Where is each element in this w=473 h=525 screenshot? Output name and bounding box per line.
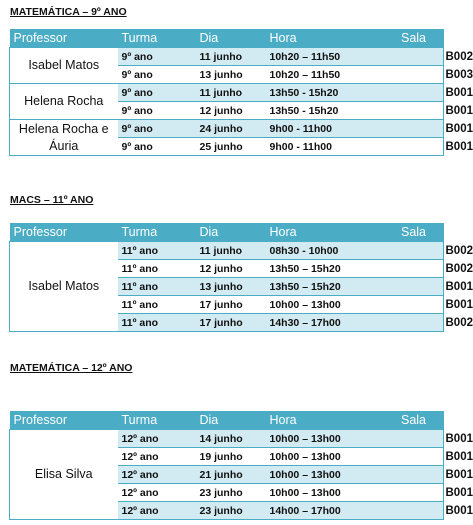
table-row (10, 84, 444, 102)
dia-cell: 12 junho (196, 102, 266, 120)
professor-cell: Isabel Matos (10, 48, 118, 84)
col-header-sala: Sala (384, 411, 444, 430)
table-row (10, 242, 444, 260)
dia-cell: 12 junho (196, 260, 266, 278)
col-header-professor: Professor (10, 223, 118, 242)
sala-cell: B001 (384, 102, 444, 120)
turma-cell: 12º ano (118, 502, 196, 520)
col-header-hora: Hora (266, 29, 384, 48)
turma-cell: 11º ano (118, 314, 196, 332)
turma-cell: 12º ano (118, 430, 196, 448)
turma-cell: 12º ano (118, 466, 196, 484)
sala-cell: B001 (384, 296, 444, 314)
col-header-hora: Hora (266, 223, 384, 242)
hora-cell: 13h50 - 15h20 (266, 102, 384, 120)
professor-cell: Elisa Silva (10, 430, 118, 520)
hora-cell: 08h30 - 10h00 (266, 242, 384, 260)
dia-cell: 21 junho (196, 466, 266, 484)
table-header-row (10, 29, 444, 48)
turma-cell: 11º ano (118, 296, 196, 314)
dia-cell: 11 junho (196, 242, 266, 260)
sala-cell: B001 (384, 430, 444, 448)
col-header-turma: Turma (118, 223, 196, 242)
dia-cell: 24 junho (196, 120, 266, 138)
dia-cell: 25 junho (196, 138, 266, 156)
hora-cell: 13h50 – 15h20 (266, 260, 384, 278)
hora-cell: 10h00 – 13h00 (266, 484, 384, 502)
section-title-mat12: MATEMÁTICA – 12º ANO (10, 362, 133, 374)
sala-cell: B001 (384, 120, 444, 138)
dia-cell: 13 junho (196, 66, 266, 84)
col-header-dia: Dia (196, 223, 266, 242)
hora-cell: 14h30 – 17h00 (266, 314, 384, 332)
dia-cell: 11 junho (196, 48, 266, 66)
sala-cell: B001 (384, 138, 444, 156)
turma-cell: 11º ano (118, 260, 196, 278)
dia-cell: 17 junho (196, 296, 266, 314)
turma-cell: 12º ano (118, 484, 196, 502)
sala-cell: B002 (384, 242, 444, 260)
dia-cell: 17 junho (196, 314, 266, 332)
hora-cell: 10h00 – 13h00 (266, 448, 384, 466)
sala-cell: B002 (384, 314, 444, 332)
sala-cell: B001 (384, 84, 444, 102)
hora-cell: 13h50 – 15h20 (266, 278, 384, 296)
sala-cell: B001 (384, 484, 444, 502)
col-header-turma: Turma (118, 411, 196, 430)
col-header-professor: Professor (10, 411, 118, 430)
sala-cell: B001 (384, 278, 444, 296)
turma-cell: 9º ano (118, 102, 196, 120)
section-title-mat9: MATEMÁTICA – 9º ANO (10, 6, 127, 18)
sala-cell: B001 (384, 448, 444, 466)
table-header-row (10, 223, 444, 242)
turma-cell: 11º ano (118, 242, 196, 260)
table-row (10, 430, 444, 448)
table-row (10, 120, 444, 138)
dia-cell: 11 junho (196, 84, 266, 102)
hora-cell: 9h00 - 11h00 (266, 138, 384, 156)
hora-cell: 10h00 – 13h00 (266, 466, 384, 484)
sala-cell: B002 (384, 260, 444, 278)
hora-cell: 10h20 – 11h50 (266, 48, 384, 66)
col-header-hora: Hora (266, 411, 384, 430)
turma-cell: 12º ano (118, 448, 196, 466)
hora-cell: 13h50 - 15h20 (266, 84, 384, 102)
table-header-row (10, 411, 444, 430)
schedule-table-mat12 (9, 411, 473, 520)
dia-cell: 13 junho (196, 278, 266, 296)
hora-cell: 10h20 – 11h50 (266, 66, 384, 84)
dia-cell: 19 junho (196, 448, 266, 466)
col-header-professor: Professor (10, 29, 118, 48)
dia-cell: 23 junho (196, 484, 266, 502)
col-header-dia: Dia (196, 29, 266, 48)
professor-cell: Helena Rocha e Áuria (10, 120, 118, 156)
hora-cell: 10h00 – 13h00 (266, 296, 384, 314)
sala-cell: B001 (384, 466, 444, 484)
turma-cell: 9º ano (118, 48, 196, 66)
col-header-sala: Sala (384, 29, 444, 48)
col-header-dia: Dia (196, 411, 266, 430)
dia-cell: 14 junho (196, 430, 266, 448)
col-header-sala: Sala (384, 223, 444, 242)
hora-cell: 10h00 – 13h00 (266, 430, 384, 448)
turma-cell: 9º ano (118, 84, 196, 102)
sala-cell: B002 (384, 48, 444, 66)
hora-cell: 14h00 – 17h00 (266, 502, 384, 520)
col-header-turma: Turma (118, 29, 196, 48)
sala-cell: B001 (384, 502, 444, 520)
turma-cell: 9º ano (118, 138, 196, 156)
sala-cell: B003 (384, 66, 444, 84)
professor-cell: Helena Rocha (10, 84, 118, 120)
turma-cell: 9º ano (118, 66, 196, 84)
turma-cell: 11º ano (118, 278, 196, 296)
professor-cell: Isabel Matos (10, 242, 118, 332)
schedule-table-mat9 (9, 29, 473, 156)
schedule-table-macs11 (9, 223, 473, 332)
section-title-macs11: MACS – 11º ANO (10, 194, 94, 206)
hora-cell: 9h00 - 11h00 (266, 120, 384, 138)
dia-cell: 23 junho (196, 502, 266, 520)
table-row (10, 48, 444, 66)
turma-cell: 9º ano (118, 120, 196, 138)
